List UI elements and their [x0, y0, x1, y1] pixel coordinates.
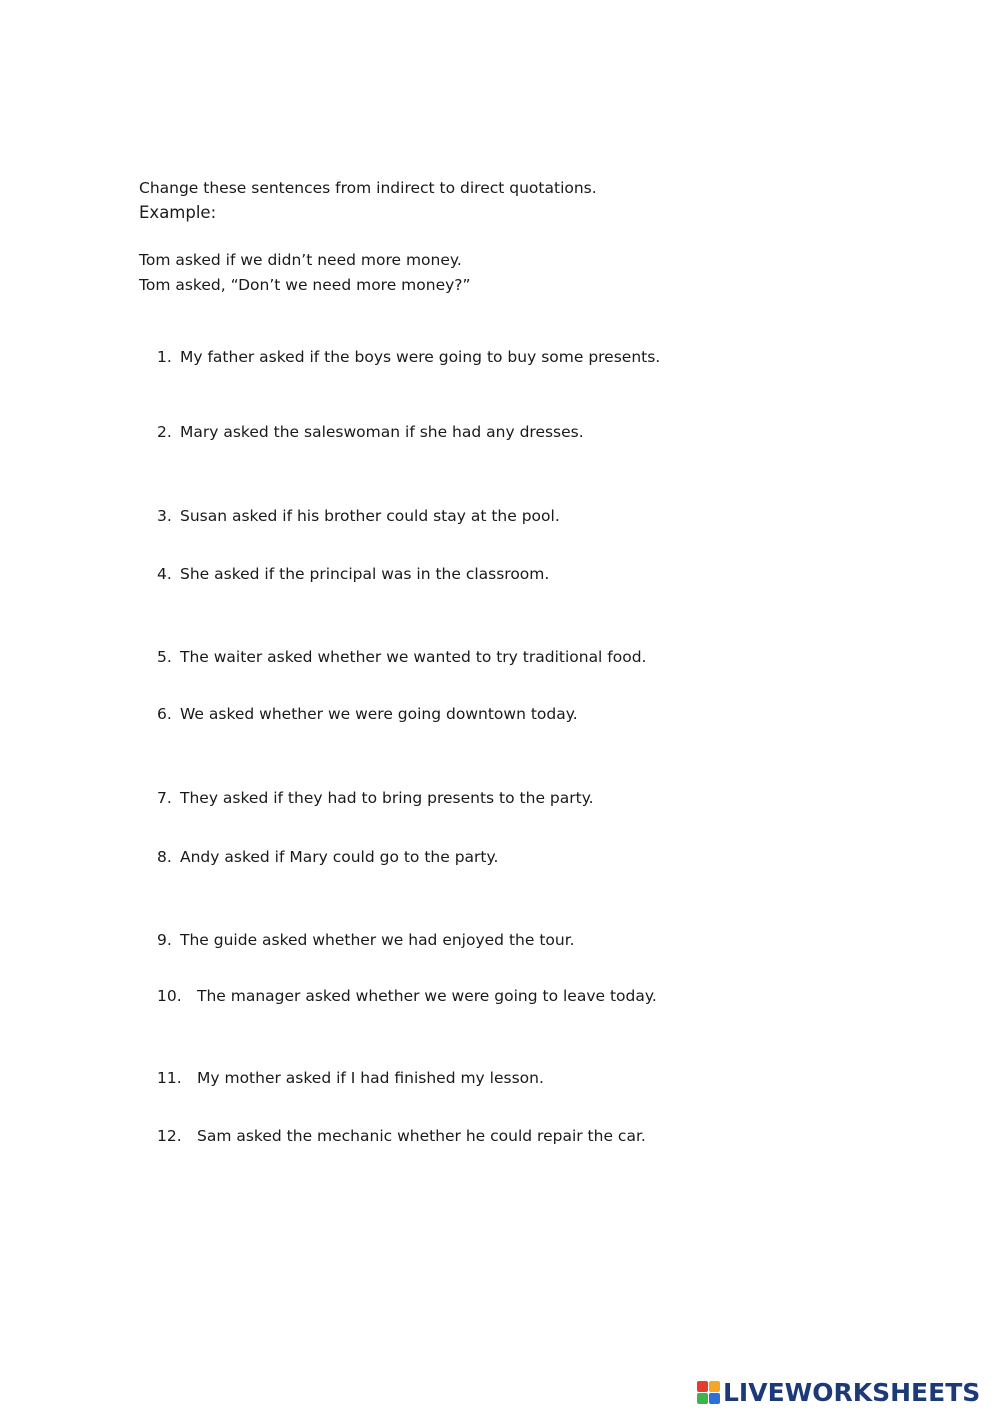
- item-sentence: The manager asked whether we were going to leave today.: [197, 987, 657, 1005]
- item-sentence: Mary asked the saleswoman if she had any dresses.: [180, 423, 584, 441]
- item-number: 7.: [157, 789, 172, 807]
- logo-square-green: [697, 1393, 708, 1404]
- example-indirect-sentence: Tom asked if we didn’t need more money.: [139, 251, 462, 269]
- item-sentence: They asked if they had to bring presents to the party.: [180, 789, 594, 807]
- item-number: 5.: [157, 648, 172, 666]
- item-sentence: We asked whether we were going downtown today.: [180, 705, 578, 723]
- item-number: 6.: [157, 705, 172, 723]
- liveworksheets-logo-icon: [697, 1381, 721, 1405]
- instructions: Change these sentences from indirect to direct quotations.: [139, 179, 597, 197]
- logo-square-red: [697, 1381, 708, 1392]
- item-number: 12.: [157, 1127, 182, 1145]
- item-number: 3.: [157, 507, 172, 525]
- example-label: Example:: [139, 203, 217, 222]
- logo-square-blue: [709, 1393, 720, 1404]
- example-direct-sentence: Tom asked, “Don’t we need more money?”: [139, 276, 471, 294]
- item-number: 10.: [157, 987, 182, 1005]
- item-number: 4.: [157, 565, 172, 583]
- item-number: 2.: [157, 423, 172, 441]
- item-sentence: The guide asked whether we had enjoyed the tour.: [180, 931, 575, 949]
- item-number: 9.: [157, 931, 172, 949]
- item-sentence: My mother asked if I had finished my lesson.: [197, 1069, 544, 1087]
- item-sentence: My father asked if the boys were going to buy some presents.: [180, 348, 661, 366]
- logo-square-orange: [709, 1381, 720, 1392]
- item-sentence: Sam asked the mechanic whether he could repair the car.: [197, 1127, 646, 1145]
- liveworksheets-logo[interactable]: [697, 1378, 980, 1408]
- item-number: 8.: [157, 848, 172, 866]
- item-sentence: The waiter asked whether we wanted to try traditional food.: [180, 648, 647, 666]
- item-sentence: Susan asked if his brother could stay at the pool.: [180, 507, 560, 525]
- item-sentence: Andy asked if Mary could go to the party.: [180, 848, 499, 866]
- item-sentence: She asked if the principal was in the classroom.: [180, 565, 550, 583]
- logo-wordmark: LIVEWORKSHEETS: [723, 1378, 981, 1407]
- item-number: 1.: [157, 348, 172, 366]
- item-number: 11.: [157, 1069, 182, 1087]
